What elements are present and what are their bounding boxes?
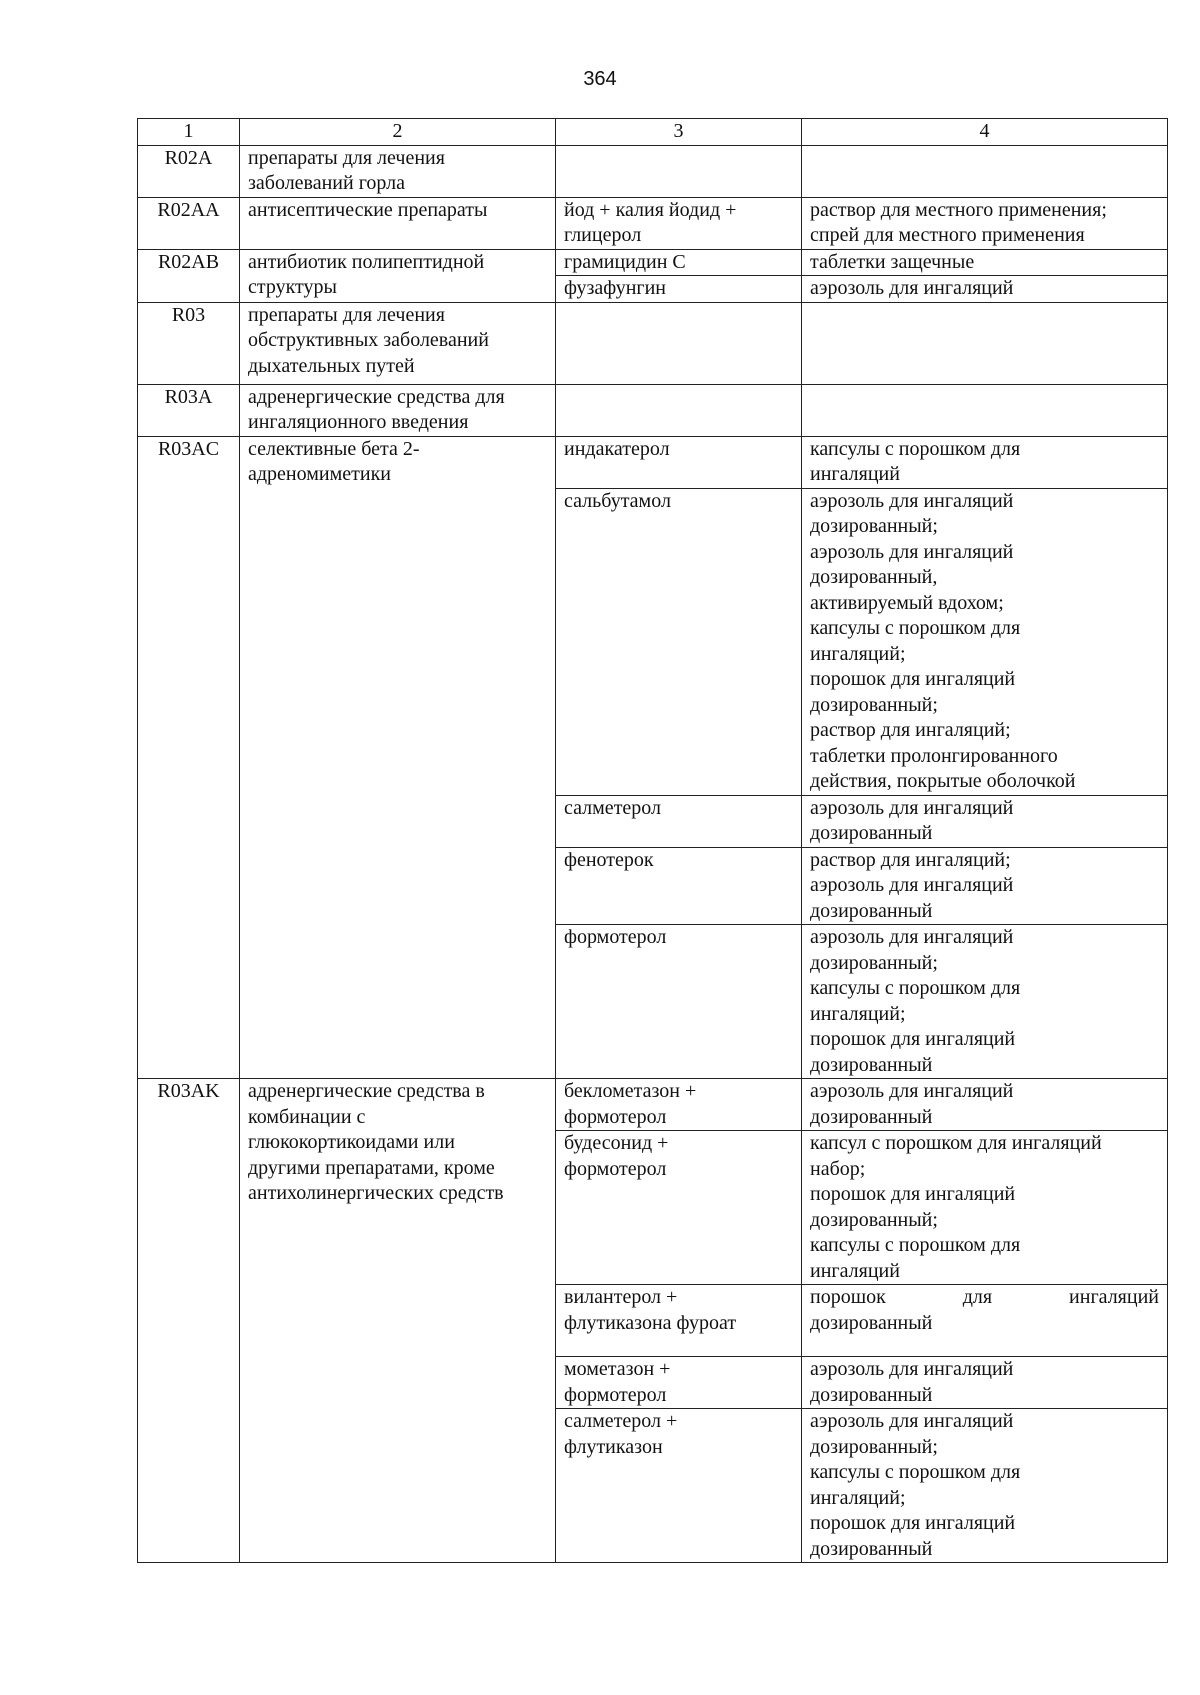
drug-name-cell bbox=[556, 384, 802, 436]
dosage-form-line: активируемый вдохом; bbox=[810, 591, 1004, 614]
dosage-form-cell bbox=[802, 276, 1168, 303]
group-name-line: адренергические средства в bbox=[248, 1080, 485, 1102]
dosage-form-line: капсулы с порошком для bbox=[810, 1234, 1021, 1256]
dosage-form-cell bbox=[802, 795, 1168, 847]
group-name-line: другими препаратами, кроме bbox=[248, 1156, 495, 1179]
group-name-cell bbox=[240, 436, 556, 1079]
group-name-line: антисептические препараты bbox=[248, 198, 488, 221]
drug-name-cell bbox=[556, 302, 802, 384]
drug-name-cell bbox=[556, 197, 802, 249]
dosage-form-line: капсулы с порошком для bbox=[810, 437, 1021, 460]
dosage-form-line: ингаляций bbox=[810, 463, 900, 485]
drug-name-cell bbox=[556, 1357, 802, 1409]
dosage-form-line: ингаляций; bbox=[810, 1486, 906, 1509]
group-name-line: антибиотик полипептидной bbox=[248, 250, 485, 273]
dosage-form-line: таблетки защечные bbox=[810, 250, 975, 273]
group-name-line: адреномиметики bbox=[248, 463, 392, 485]
column-header-4: 4 bbox=[802, 119, 1168, 146]
dosage-form-line: порошок для ингаляций bbox=[810, 1028, 1016, 1050]
dosage-form-line: аэрозоль для ингаляций bbox=[810, 926, 1014, 948]
group-name-cell bbox=[240, 302, 556, 384]
group-name-line: антихолинергических средств bbox=[248, 1182, 504, 1204]
dosage-form-line: действия, покрытые оболочкой bbox=[810, 770, 1076, 792]
group-name-line: селективные бета 2- bbox=[248, 437, 420, 460]
drug-name-line: флутиказона фуроат bbox=[564, 1311, 737, 1334]
group-name-line: заболеваний горла bbox=[248, 172, 406, 194]
dosage-form-line: аэрозоль для ингаляций bbox=[810, 796, 1014, 819]
atc-code-cell: R03AC bbox=[138, 436, 240, 1079]
drug-name-line: фенотерок bbox=[564, 848, 654, 871]
drug-name-cell bbox=[556, 249, 802, 276]
table-row bbox=[138, 436, 1168, 488]
drug-name-cell bbox=[556, 1285, 802, 1357]
dosage-form-line: порошок для ингаляций bbox=[810, 1512, 1016, 1534]
atc-code-cell: R03A bbox=[138, 384, 240, 436]
dosage-form-cell bbox=[802, 197, 1168, 249]
table-row bbox=[138, 145, 1168, 197]
table-row bbox=[138, 1079, 1168, 1131]
dosage-form-cell bbox=[802, 145, 1168, 197]
group-name-line: препараты для лечения bbox=[248, 303, 445, 326]
drug-name-line: формотерол bbox=[564, 926, 667, 948]
dosage-form-line: ингаляций; bbox=[810, 1002, 906, 1025]
drug-name-line: сальбутамол bbox=[564, 489, 671, 512]
atc-code-cell: R03AK bbox=[138, 1079, 240, 1563]
table-row bbox=[138, 384, 1168, 436]
table-row bbox=[138, 197, 1168, 249]
drug-name-cell bbox=[556, 1079, 802, 1131]
drug-name-line: вилантерол + bbox=[564, 1286, 678, 1308]
dosage-form-line: капсул с порошком для ингаляций bbox=[810, 1132, 1102, 1154]
drug-name-line: формотерол bbox=[564, 1383, 667, 1406]
dosage-form-line: дозированный; bbox=[810, 1435, 938, 1458]
group-name-line: глюкокортикоидами или bbox=[248, 1131, 455, 1153]
dosage-form-line: дозированный; bbox=[810, 515, 938, 537]
dosage-form-cell bbox=[802, 1409, 1168, 1563]
drug-name-line: будесонид + bbox=[564, 1132, 669, 1154]
group-name-cell bbox=[240, 249, 556, 302]
dosage-form-line: раствор для местного применения; bbox=[810, 198, 1107, 221]
group-name-line: комбинации с bbox=[248, 1105, 366, 1128]
group-name-line: ингаляционного введения bbox=[248, 411, 469, 433]
drug-name-line: флутиказон bbox=[564, 1435, 663, 1458]
drug-name-cell bbox=[556, 847, 802, 925]
table-header-row bbox=[138, 119, 1168, 146]
group-name-line: адренергические средства для bbox=[248, 385, 505, 408]
dosage-form-line: дозированный, bbox=[810, 566, 938, 588]
atc-code-cell: R02A bbox=[138, 145, 240, 197]
dosage-form-line: порошок для ингаляций bbox=[810, 668, 1016, 690]
page-number: 364 bbox=[583, 68, 617, 90]
dosage-form-line: раствор для ингаляций; bbox=[810, 719, 1011, 741]
dosage-form-line: дозированный bbox=[810, 1105, 933, 1128]
group-name-cell bbox=[240, 1079, 556, 1563]
atc-code-cell: R02AA bbox=[138, 197, 240, 249]
drug-name-cell bbox=[556, 925, 802, 1079]
dosage-form-cell bbox=[802, 925, 1168, 1079]
drug-name-line: салметерол + bbox=[564, 1410, 678, 1432]
dosage-form-line: аэрозоль для ингаляций bbox=[810, 540, 1014, 563]
drug-name-cell bbox=[556, 1131, 802, 1285]
drug-name-line: беклометазон + bbox=[564, 1080, 697, 1102]
dosage-form-line: аэрозоль для ингаляций bbox=[810, 1410, 1014, 1432]
dosage-form-line: порошок для ингаляций bbox=[810, 1183, 1016, 1205]
dosage-form-line: таблетки пролонгированного bbox=[810, 744, 1058, 767]
drug-name-line: формотерол bbox=[564, 1157, 667, 1180]
drug-classification-table bbox=[137, 118, 1168, 1563]
dosage-form-line: капсулы с порошком для bbox=[810, 977, 1021, 999]
dosage-form-line: ингаляций; bbox=[810, 642, 906, 665]
drug-name-line: индакатерол bbox=[564, 437, 670, 460]
dosage-form-line: аэрозоль для ингаляций bbox=[810, 489, 1014, 512]
dosage-form-line: дозированный bbox=[810, 1537, 933, 1560]
group-name-cell bbox=[240, 145, 556, 197]
drug-name-cell bbox=[556, 488, 802, 795]
dosage-form-line: аэрозоль для ингаляций bbox=[810, 277, 1014, 299]
drug-name-cell bbox=[556, 436, 802, 488]
dosage-form-cell bbox=[802, 1357, 1168, 1409]
dosage-form-cell bbox=[802, 847, 1168, 925]
drug-name-line: грамицидин С bbox=[564, 250, 686, 273]
dosage-form-cell bbox=[802, 302, 1168, 384]
drug-name-line: формотерол bbox=[564, 1105, 667, 1128]
drug-name-cell bbox=[556, 795, 802, 847]
dosage-form-cell bbox=[802, 1079, 1168, 1131]
dosage-form-line: капсулы с порошком для bbox=[810, 1461, 1021, 1483]
dosage-form-line: спрей для местного применения bbox=[810, 224, 1085, 246]
dosage-form-cell bbox=[802, 436, 1168, 488]
drug-name-line: салметерол bbox=[564, 796, 662, 819]
dosage-form-line: дозированный bbox=[810, 1053, 933, 1076]
dosage-form-line: аэрозоль для ингаляций bbox=[810, 1358, 1014, 1380]
dosage-form-line: дозированный bbox=[810, 1383, 933, 1406]
dosage-form-line: ингаляций bbox=[810, 1259, 900, 1282]
dosage-form-cell bbox=[802, 1285, 1168, 1357]
dosage-form-line: раствор для ингаляций; bbox=[810, 848, 1011, 871]
dosage-form-line: аэрозоль для ингаляций bbox=[810, 1080, 1014, 1102]
drug-name-line: глицерол bbox=[564, 224, 642, 246]
drug-name-line: фузафунгин bbox=[564, 277, 667, 299]
dosage-form-line: дозированный; bbox=[810, 951, 938, 974]
dosage-form-line: дозированный bbox=[810, 822, 933, 844]
group-name-line: дыхательных путей bbox=[248, 354, 415, 377]
group-name-cell bbox=[240, 197, 556, 249]
dosage-form-cell bbox=[802, 1131, 1168, 1285]
group-name-line: обструктивных заболеваний bbox=[248, 329, 489, 351]
column-header-2: 2 bbox=[240, 119, 556, 146]
table-row bbox=[138, 249, 1168, 276]
dosage-form-line: дозированный; bbox=[810, 1208, 938, 1231]
group-name-line: препараты для лечения bbox=[248, 146, 445, 169]
drug-name-line: мометазон + bbox=[564, 1358, 671, 1380]
drug-name-cell bbox=[556, 145, 802, 197]
column-header-1: 1 bbox=[138, 119, 240, 146]
dosage-form-line: набор; bbox=[810, 1157, 866, 1180]
drug-name-cell bbox=[556, 1409, 802, 1563]
dosage-form-line: аэрозоль для ингаляций bbox=[810, 874, 1014, 896]
dosage-form-line: дозированный; bbox=[810, 693, 938, 716]
dosage-form-line: дозированный bbox=[810, 1311, 933, 1334]
atc-code-cell: R03 bbox=[138, 302, 240, 384]
group-name-line: структуры bbox=[248, 276, 337, 298]
dosage-form-line: капсулы с порошком для bbox=[810, 617, 1021, 639]
atc-code-cell: R02AB bbox=[138, 249, 240, 302]
table-row bbox=[138, 302, 1168, 384]
dosage-form-line: порошок для ингаляций bbox=[810, 1286, 1159, 1308]
column-header-3: 3 bbox=[556, 119, 802, 146]
dosage-form-cell bbox=[802, 249, 1168, 276]
dosage-form-cell bbox=[802, 488, 1168, 795]
dosage-form-line: дозированный bbox=[810, 899, 933, 922]
drug-name-line: йод + калия йодид + bbox=[564, 198, 737, 221]
dosage-form-cell bbox=[802, 384, 1168, 436]
group-name-cell bbox=[240, 384, 556, 436]
drug-name-cell bbox=[556, 276, 802, 303]
